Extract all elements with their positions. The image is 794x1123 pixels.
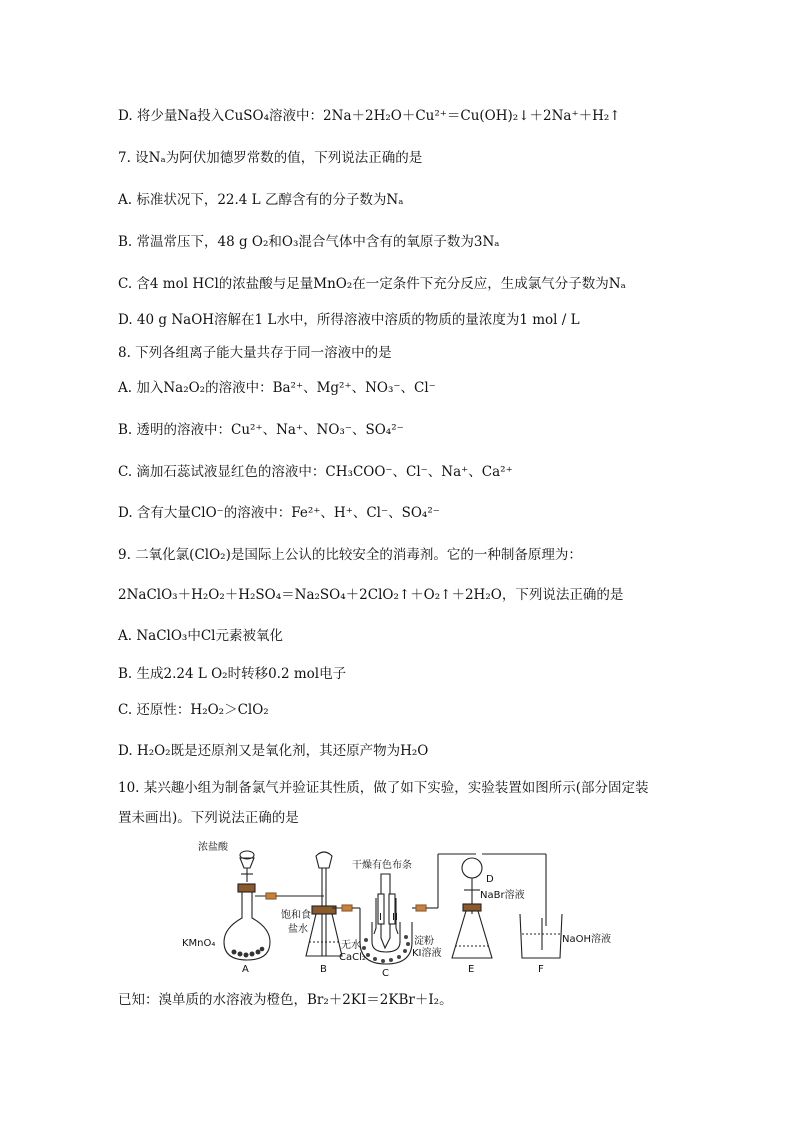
label-dry-cloth: 干燥有色布条 [352,860,412,871]
letter-e: E [468,964,475,975]
question-9-equation: 2NaClO₃＋H₂O₂＋H₂SO₄＝Na₂SO₄＋2ClO₂↑＋O₂↑＋2H₂O，下列说法正确的是 [118,587,624,603]
label-anhyd-2: CaCl₂ [339,952,366,963]
option-9b: B. 生成2.24 L O₂时转移0.2 mol电子 [118,666,347,682]
label-conc-hcl: 浓盐酸 [198,842,228,853]
option-8b: B. 透明的溶液中：Cu²⁺、Na⁺、NO₃⁻、SO₄²⁻ [118,422,404,438]
letter-c: C [382,968,389,978]
apparatus-e [452,854,546,958]
option-6d: D. 将少量Na投入CuSO₄溶液中：2Na＋2H₂O＋Cu²⁺＝Cu(OH)₂↓＋2Na⁺＋H₂↑ [118,108,621,124]
apparatus-diagram [176,838,676,978]
option-7c: C. 含4 mol HCl的浓盐酸与足量MnO₂在一定条件下充分反应，生成氯气分子数为Nₐ [118,276,626,292]
option-9a: A. NaClO₃中Cl元素被氧化 [118,628,283,644]
label-kmno4: KMnO₄ [182,938,216,949]
label-naoh: NaOH溶液 [562,934,611,945]
question-10-line1: 10. 某兴趣小组为制备氯气并验证其性质，做了如下实验，实验装置如图所示(部分固定装 [118,780,649,796]
label-starch-2: KI溶液 [412,948,442,959]
label-starch-1: 淀粉 [414,936,434,947]
option-8d: D. 含有大量ClO⁻的溶液中：Fe²⁺、H⁺、Cl⁻、SO₄²⁻ [118,505,440,521]
label-roman-2: II [392,912,398,923]
option-9d: D. H₂O₂既是还原剂又是氧化剂，其还原产物为H₂O [118,743,429,759]
letter-a: A [242,964,249,975]
option-7b: B. 常温常压下，48 g O₂和O₃混合气体中含有的氧原子数为3Nₐ [118,234,500,250]
option-7a: A. 标准状况下，22.4 L 乙醇含有的分子数为Nₐ [118,192,404,208]
apparatus-a [224,851,276,960]
label-nabr: NaBr溶液 [480,890,525,901]
label-anhyd-1: 无水 [341,940,361,951]
known-info: 已知：溴单质的水溶液为橙色，Br₂＋2KI＝2KBr＋I₂。 [118,992,453,1008]
label-sat-salt-2: 盐水 [288,924,308,935]
option-9c: C. 还原性：H₂O₂＞ClO₂ [118,702,269,718]
option-8a: A. 加入Na₂O₂的溶液中：Ba²⁺、Mg²⁺、NO₃⁻、Cl⁻ [118,380,436,396]
question-9: 9. 二氧化氯(ClO₂)是国际上公认的比较安全的消毒剂。它的一种制备原理为： [118,547,582,563]
letter-b: B [320,964,327,975]
question-7: 7. 设Nₐ为阿伏加德罗常数的值，下列说法正确的是 [118,150,423,166]
option-8c: C. 滴加石蕊试液显红色的溶液中：CH₃COO⁻、Cl⁻、Na⁺、Ca²⁺ [118,464,513,480]
apparatus-f [520,914,562,958]
option-7d: D. 40 g NaOH溶解在1 L水中，所得溶液中溶质的物质的量浓度为1 mol / L [118,312,580,328]
label-sat-salt-1: 饱和食 [281,910,311,921]
question-8: 8. 下列各组离子能大量共存于同一溶液中的是 [118,345,392,361]
label-roman-1: I [379,912,382,923]
label-d: D [486,874,494,885]
question-10-line2: 置未画出)。下列说法正确的是 [118,810,299,826]
letter-f: F [538,964,544,975]
